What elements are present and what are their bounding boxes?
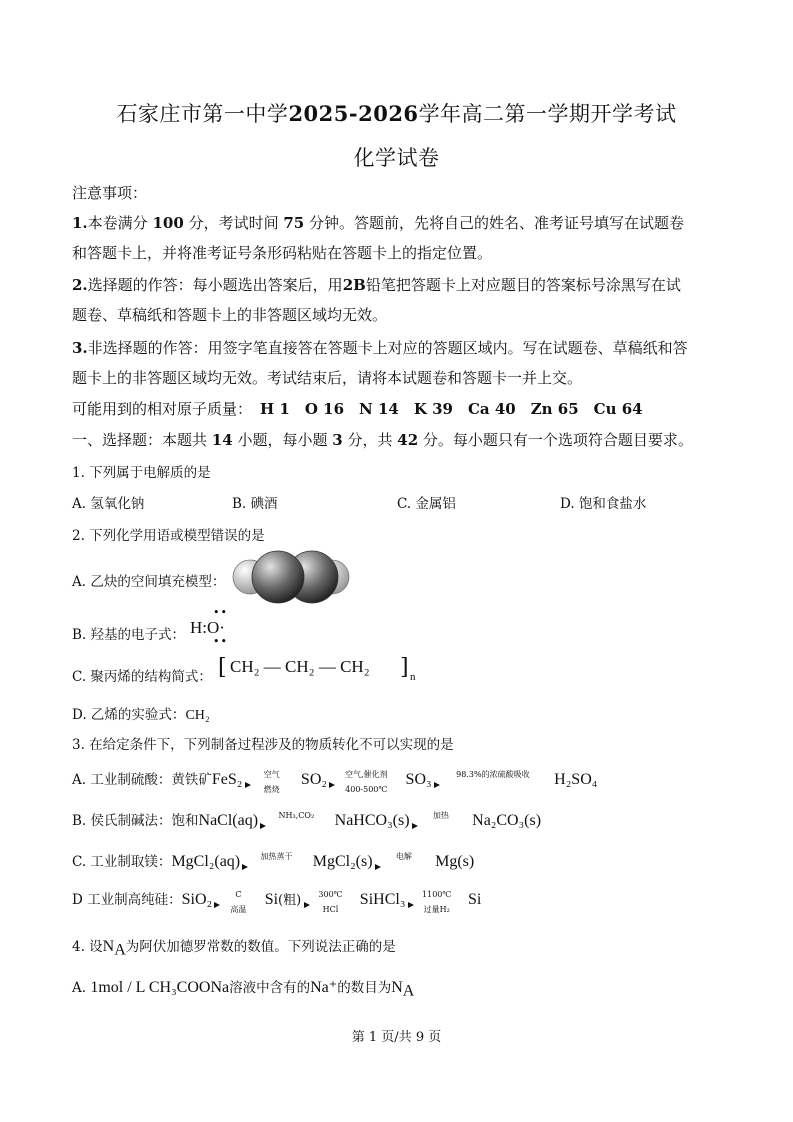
polymer-bracket-left: [ — [218, 655, 227, 680]
title-part2: 学年高二第一学期开学考试 — [418, 102, 677, 126]
acetylene-space-filling-model — [230, 548, 352, 606]
q3-a-cond2-bottom: 400-500℃ — [345, 784, 388, 794]
q3-b-na2co3: Na₂CO₃(s) — [472, 812, 542, 829]
q1-option-c: C. 金属铝 — [397, 496, 456, 512]
q2-option-b: B. 羟基的电子式： — [72, 627, 186, 643]
notice-item-1-line2: 和答题卡上，并将准考证号条形码粘贴在答题卡上的指定位置。 — [72, 244, 493, 262]
q3-d-cond3-top: 1100℃ — [422, 889, 452, 899]
q4-stem-b: 为阿伏加德罗常数的数值。下列说法正确的是 — [125, 939, 396, 955]
q3-option-a — [72, 768, 598, 794]
q3-d-sihcl3: SiHCl₃ — [359, 891, 406, 908]
section1-text-c: 分，共 — [347, 431, 393, 449]
q3-d-label: D 工业制高纯硅： — [72, 892, 182, 908]
item2-text-b: 铅笔把答题卡上对应题目的答案标号涂黑写在试 — [365, 276, 681, 294]
q4-a-na-sub: A — [402, 982, 415, 1000]
q3-d-cond3-bottom: 过量H₂ — [423, 904, 450, 914]
notice-item-2 — [72, 274, 681, 295]
q1-option-b: B. 碘酒 — [232, 496, 278, 512]
q3-d-sio2: SiO₂ — [181, 891, 213, 908]
section1-total: 42 — [397, 431, 419, 449]
q3-a-cond1-bottom: 燃烧 — [263, 784, 280, 794]
q4-a-text2: 的数目为 — [337, 980, 392, 996]
atomic-masses — [72, 398, 643, 419]
polymer-degree-n: n — [410, 671, 416, 683]
exam-title — [0, 98, 793, 128]
notice-item-3 — [72, 337, 688, 358]
q4-na-sub: A — [114, 941, 126, 959]
section1-text-d: 分。每小题只有一个选项符合题目要求。 — [422, 431, 693, 449]
atomic-masses-values: H 1 O 16 N 14 K 39 Ca 40 Zn 65 Cu 64 — [260, 400, 643, 418]
q3-d-cond1-bottom: 高温 — [230, 904, 247, 914]
page-number: 第 1 页/共 9 页 — [351, 1030, 442, 1045]
q3-a-cond2-top: 空气,催化剂 — [344, 769, 388, 779]
lone-pair-dots-bottom: •• — [213, 635, 228, 648]
q3-d-cond2-bottom: HCl — [322, 904, 339, 914]
q3-a-cond3-top: 98.3%的浓硫酸吸收 — [456, 769, 530, 779]
notice-item-3-line2: 题卡上的非答题区域均无效。考试结束后，请将本试题卷和答题卡一并上交。 — [72, 369, 583, 387]
q1-option-a: A. 氢氧化钠 — [72, 496, 145, 512]
q3-b-nacl: NaCl(aq) — [198, 812, 259, 829]
section1-count: 14 — [211, 431, 233, 449]
q4-a-na-ion: Na⁺ — [310, 979, 338, 996]
q3-a-h2so4: H₂SO₄ — [554, 771, 598, 788]
q3-d-crude-note: (粗) — [278, 893, 302, 908]
q3-b-cond2-top: 加热 — [432, 810, 449, 820]
item1-num: 1. — [72, 214, 88, 232]
q3-c-cond2-top: 电解 — [395, 851, 412, 861]
q3-a-so3: SO₃ — [405, 771, 432, 788]
q4-option-a — [72, 976, 414, 1001]
section-1-heading — [72, 429, 693, 450]
item2-pencil: 2B — [342, 276, 366, 294]
notice-item-2-line2: 题卷、草稿纸和答题卡上的非答题区域均无效。 — [72, 306, 388, 324]
q3-c-cond1-top: 加热蒸干 — [260, 851, 293, 861]
q2-option-c: C. 聚丙烯的结构简式： — [72, 669, 212, 685]
q4-a-label: A. — [72, 980, 87, 996]
item1-text-b: 分，考试时间 — [188, 214, 279, 232]
q3-c-mg: Mg(s) — [435, 853, 475, 870]
item3-text-a: 非选择题的作答：用签字笔直接答在答题卡上对应的答题区域内。写在试题卷、草稿纸和答 — [87, 339, 688, 357]
item2-text-a: 选择题的作答：每小题选出答案后，用 — [87, 276, 343, 294]
q3-c-mgcl2-s: MgCl₂(s) — [312, 853, 373, 870]
q4-a-text: 溶液中含有的 — [229, 980, 311, 996]
section1-text-a: 一、选择题：本题共 — [72, 431, 208, 449]
item1-text-c: 分钟。答题前，先将自己的姓名、准考证号填写在试题卷 — [309, 214, 685, 232]
q3-b-nahco3: NaHCO₃(s) — [334, 812, 410, 829]
q3-d-cond2-top: 300℃ — [318, 889, 343, 899]
hydroxyl-electron-formula: H:O· — [190, 618, 225, 637]
q2-option-a: A. 乙炔的空间填充模型： — [72, 574, 226, 590]
polypropylene-formula: CH₂ — CH₂ — CH₂ — [230, 657, 370, 676]
q2-stem: 2. 下列化学用语或模型错误的是 — [72, 528, 265, 544]
q3-d-si-pure: Si — [467, 891, 482, 908]
q4-a-na-symbol: N — [391, 979, 403, 996]
q3-a-fes2: FeS₂ — [211, 771, 243, 788]
item1-text-a: 本卷满分 — [87, 214, 148, 232]
q3-a-label: A. 工业制硫酸：黄铁矿 — [72, 772, 212, 788]
q3-stem: 3. 在给定条件下，下列制备过程涉及的物质转化不可以实现的是 — [72, 737, 454, 753]
item1-score: 100 — [152, 214, 184, 232]
q2-option-d-label: D. 乙烯的实验式： — [72, 707, 186, 723]
lone-pair-dots-top: •• — [213, 606, 228, 619]
notice-item-1 — [72, 212, 684, 233]
exam-subtitle: 化学试卷 — [353, 146, 440, 170]
title-year: 2025-2026 — [288, 101, 419, 126]
item1-time: 75 — [283, 214, 305, 232]
q3-a-cond1-top: 空气 — [263, 769, 280, 779]
q1-option-d: D. 饱和食盐水 — [560, 496, 647, 512]
q4-a-formula: 1mol / L CH₃COONa — [90, 979, 230, 996]
q3-b-label: B. 侯氏制碱法：饱和 — [72, 813, 199, 829]
q4-stem — [72, 935, 396, 960]
q3-c-mgcl2-aq: MgCl₂(aq) — [171, 853, 241, 870]
q4-stem-a: 4. 设 — [72, 939, 103, 955]
item2-num: 2. — [72, 276, 88, 294]
title-part1: 石家庄市第一中学 — [116, 102, 289, 126]
q3-b-cond1-top: NH₃,CO₂ — [278, 810, 315, 820]
q3-option-d — [72, 888, 482, 914]
c-atom-left — [252, 551, 304, 603]
q1-stem: 1. 下列属于电解质的是 — [72, 465, 211, 481]
item3-num: 3. — [72, 339, 88, 357]
q3-a-so2: SO₂ — [300, 771, 327, 788]
notice-heading: 注意事项： — [72, 184, 148, 202]
atomic-masses-label: 可能用到的相对原子质量： — [72, 400, 253, 418]
q4-na-symbol: N — [102, 938, 115, 955]
polymer-bracket-right: ] — [400, 655, 409, 680]
q3-option-b — [72, 809, 541, 830]
ethylene-empirical-formula: CH₂ — [185, 708, 210, 723]
section1-each: 3 — [332, 431, 343, 449]
q3-d-si-crude: Si — [264, 891, 279, 908]
q3-c-label: C. 工业制取镁： — [72, 854, 172, 870]
q2-option-d — [72, 703, 210, 724]
q3-d-cond1-top: C — [235, 889, 242, 899]
section1-text-b: 小题，每小题 — [237, 431, 328, 449]
q3-option-c — [72, 850, 474, 871]
